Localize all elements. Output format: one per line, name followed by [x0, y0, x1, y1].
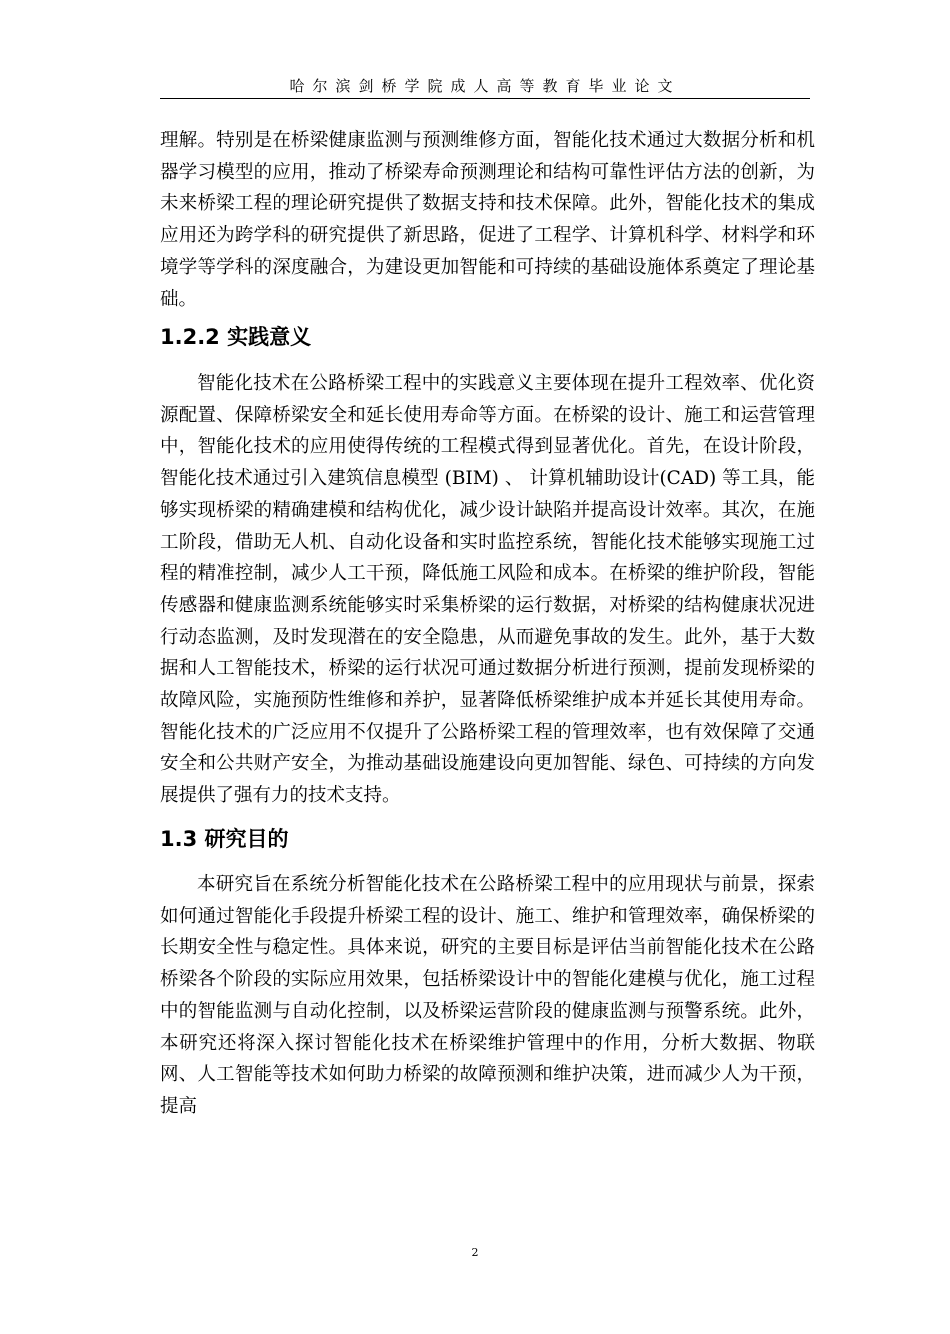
section-heading-research-objective: 1.3 研究目的	[160, 827, 289, 851]
section-heading-practical-significance: 1.2.2 实践意义	[160, 325, 312, 349]
practical-significance-paragraph: 智能化技术在公路桥梁工程中的实践意义主要体现在提升工程效率、优化资源配置、保障桥梁安全和延长使用寿命等方面。在桥梁的设计、施工和运营管理中，智能化技术的应用使得传统的工程模式得到显著优化。首先，在设计阶段，智能化技术通过引入建筑信息模型 (BIM) 、 计算机辅助设计(CAD) 等工具，能够实现桥梁的精确建模和结构优化，减少设计缺陷并提高设计效率。其次，在施工阶段，借助无人机、自动化设备和实时监控系统，智能化技术能够实现施工过程的精准控制，减少人工干预，降低施工风险和成本。在桥梁的维护阶段，智能传感器和健康监测系统能够实时采集桥梁的运行数据，对桥梁的结构健康状况进行动态监测，及时发现潜在的安全隐患，从而避免事故的发生。此外，基于大数据和人工智能技术，桥梁的运行状况可通过数据分析进行预测，提前发现桥梁的故障风险，实施预防性维修和养护，显著降低桥梁维护成本并延长其使用寿命。智能化技术的广泛应用不仅提升了公路桥梁工程的管理效率，也有效保障了交通安全和公共财产安全，为推动基础设施建设向更加智能、绿色、可持续的方向发展提供了强有力的技术支持。	[160, 373, 815, 807]
research-objective-paragraph: 本研究旨在系统分析智能化技术在公路桥梁工程中的应用现状与前景，探索如何通过智能化手段提升桥梁工程的设计、施工、维护和管理效率，确保桥梁的长期安全性与稳定性。具体来说，研究的主要目标是评估当前智能化技术在公路桥梁各个阶段的实际应用效果，包括桥梁设计中的智能化建模与优化，施工过程中的智能监测与自动化控制，以及桥梁运营阶段的健康监测与预警系统。此外，本研究还将深入探讨智能化技术在桥梁维护管理中的作用，分析大数据、物联网、人工智能等技术如何助力桥梁的故障预测和维护决策，进而减少人为干预，提高	[160, 874, 815, 1117]
intro-continuation-paragraph: 理解。特别是在桥梁健康监测与预测维修方面，智能化技术通过大数据分析和机器学习模型的应用，推动了桥梁寿命预测理论和结构可靠性评估方法的创新，为未来桥梁工程的理论研究提供了数据支持和技术保障。此外，智能化技术的集成应用还为跨学科的研究提供了新思路，促进了工程学、计算机科学、材料学和环境学等学科的深度融合，为建设更加智能和可持续的基础设施体系奠定了理论基础。	[160, 130, 815, 310]
page-number: 2	[471, 1246, 479, 1259]
page-header-title: 哈尔滨剑桥学院成人高等教育毕业论文	[289, 77, 681, 95]
header-rule	[160, 98, 810, 99]
